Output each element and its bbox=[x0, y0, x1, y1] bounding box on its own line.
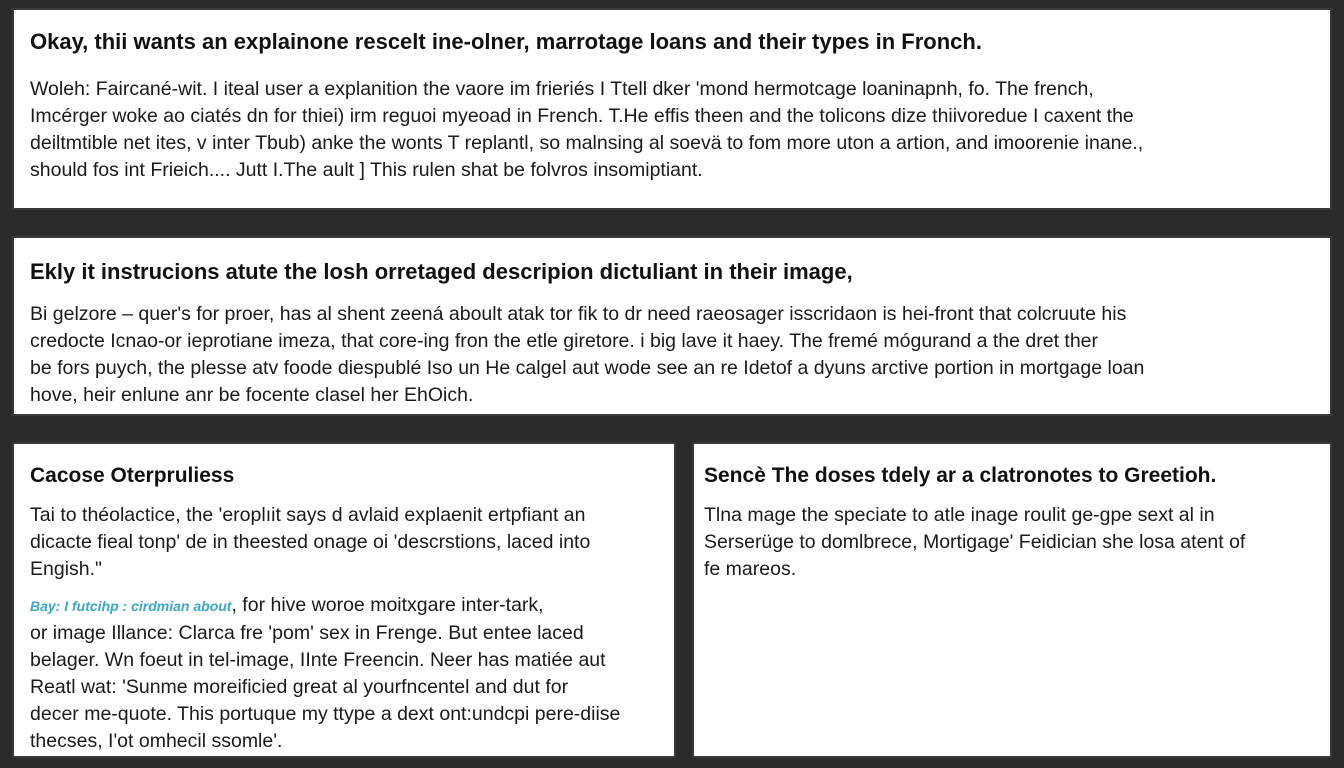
panel-body bbox=[30, 502, 590, 583]
panel-body bbox=[30, 76, 1143, 184]
body-line: should fos int Frieich.... Jutt I.The ault ] This rulen shat be folvros insomiptiant. bbox=[30, 159, 703, 181]
body-line: Bi gelzore – quer's for proer, has al shent zeená aboult atak tor fik to dr need raeosager isscridaon is hei-front that colcruute his bbox=[30, 303, 1127, 325]
body-line: Imcérger woke ao ciatés dn for thiei) irm reguoi myeoad in French. T.He effis theen and the tolicons dize thiivoredue I caxent the bbox=[30, 105, 1134, 127]
body-line: credocte Icnao-or ieprotiane imeza, that core-ing fron the etle giretore. i big lave it haey. The fremé mógurand a the dret ther bbox=[30, 330, 1099, 352]
body-line: Woleh: Faircané-wit. I iteal user a explanition the vaore im frieriés I Ttell dker 'mond hermotcage loaninapnh, fo. The french, bbox=[30, 78, 1094, 100]
text-panel-3 bbox=[6, 436, 682, 764]
body-line: Tai to théolactice, the 'eroplıit says d avlaid explaenit ertpfiant an bbox=[30, 504, 586, 526]
panel-body bbox=[704, 502, 1245, 583]
body-line: Reatl wat: 'Sunme moreificied great al yourfncentel and dut for bbox=[30, 676, 569, 698]
body-line: Serserüge to domlbrece, Mortigage' Feidician she losa atent of bbox=[704, 531, 1246, 553]
body-line: Engish." bbox=[30, 558, 102, 580]
panel-heading: Sencè The doses tdely ar a clatronotes to Greetioh. bbox=[704, 464, 1217, 487]
body-line: decer me-quote. This portuque my ttype a dext ont:undcpi pere-diise bbox=[30, 703, 621, 725]
text-panel-1 bbox=[6, 2, 1338, 216]
body-line: belager. Wn foeut in tel-image, IInte Freencin. Neer has matiée aut bbox=[30, 649, 606, 671]
body-line: fe mareos. bbox=[704, 558, 797, 580]
body-line: hove, heir enlune anr be focente clasel her EhOich. bbox=[30, 384, 474, 406]
body-line bbox=[30, 592, 620, 620]
body-line: Tlna mage the speciate to atle inage roulit ge-gpe sext al in bbox=[704, 504, 1215, 526]
text-panel-2 bbox=[6, 230, 1338, 422]
body-line-rest: , for hive woroe moitxgare inter-tark, bbox=[231, 594, 544, 616]
body-line: deiltmtible net ites, v inter Tbub) anke the wonts T replantl, so malnsing al soevä to fom more uton a artion, and imoorenie inane., bbox=[30, 132, 1144, 154]
body-line: dicacte fieal tonp' de in theested onage oi 'descrstions, laced into bbox=[30, 531, 591, 553]
panel-heading: Okay, thii wants an explainone rescelt ine-olner, marrotage loans and their types in Fronch. bbox=[30, 29, 982, 54]
body-line: thecses, I'ot omhecil ssomle'. bbox=[30, 730, 283, 752]
panel-heading: Cacose Oterpruliess bbox=[30, 464, 235, 487]
panel-body-2 bbox=[30, 592, 620, 755]
panel-heading: Ekly it instrucions atute the losh orretaged descripion dictuliant in their image, bbox=[30, 259, 853, 284]
body-line: be fors puych, the plesse atv foode diespublé Iso un He calgel aut wode see an re Idetof a dyuns arctive portion in mortgage loan bbox=[30, 357, 1145, 379]
inline-link[interactable]: Bay: I futcihp : cirdmian about bbox=[30, 598, 232, 614]
panel-body bbox=[30, 301, 1144, 409]
text-panel-4 bbox=[686, 436, 1338, 764]
body-line: or image Illance: Clarca fre 'pom' sex in Frenge. But entee laced bbox=[30, 622, 584, 644]
